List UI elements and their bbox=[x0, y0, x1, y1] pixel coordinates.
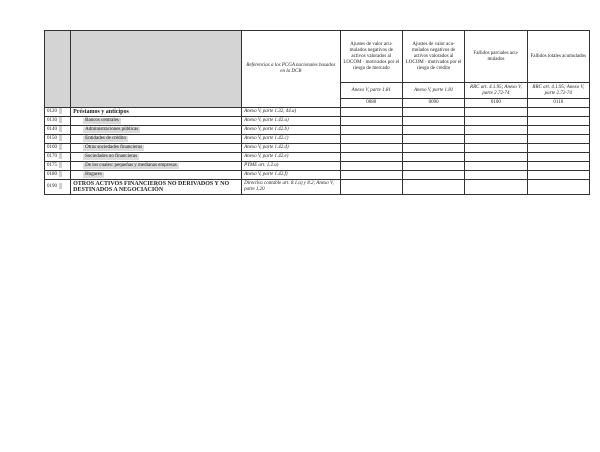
cell-0160-0110[interactable] bbox=[527, 144, 589, 153]
table-row bbox=[45, 144, 590, 153]
table-row bbox=[45, 135, 590, 144]
row-reference: Anexo V, parte 1.42.e) bbox=[242, 153, 341, 162]
row-label: De los cuales: pequeñas y medianas empresas bbox=[71, 162, 242, 171]
cell-0150-0090[interactable] bbox=[402, 135, 464, 144]
col-ref-0080: Anexo V, parte 1.81 bbox=[340, 83, 402, 99]
cell-0180-0110[interactable] bbox=[527, 171, 589, 180]
cell-0175-0100[interactable] bbox=[465, 162, 527, 171]
cell-0130-0090[interactable] bbox=[402, 117, 464, 126]
row-code: 0140 bbox=[45, 126, 71, 135]
row-code: 0175 bbox=[45, 162, 71, 171]
cell-0150-0080[interactable] bbox=[340, 135, 402, 144]
table-row bbox=[45, 180, 590, 195]
cell-0130-0110[interactable] bbox=[527, 117, 589, 126]
row-reference: Anexo V, parte 1.42.d) bbox=[242, 144, 341, 153]
cell-0175-0090[interactable] bbox=[402, 162, 464, 171]
row-label: Bancos centrales bbox=[71, 117, 242, 126]
row-code: 0120 bbox=[45, 108, 71, 117]
cell-0130-0080[interactable] bbox=[340, 117, 402, 126]
cell-0175-0080[interactable] bbox=[340, 162, 402, 171]
col-header-0090: Ajustes de valor acumulados negativos de activos valorados al LOCOM · motivados por el riesgo de crédito bbox=[402, 31, 464, 83]
col-ref-0100: RRC art. 4.1.95; Anexo V, parte 2.72-74 bbox=[465, 83, 527, 99]
cell-0140-0100[interactable] bbox=[465, 126, 527, 135]
row-reference: Anexo V, parte 1.42.b) bbox=[242, 126, 341, 135]
row-reference: Anexo V, parte 1.42.c) bbox=[242, 135, 341, 144]
col-code-0100: 0100 bbox=[465, 99, 527, 108]
row-code: 0130 bbox=[45, 117, 71, 126]
table-row bbox=[45, 153, 590, 162]
financial-report-table bbox=[44, 30, 590, 195]
row-label: Préstamos y anticipos bbox=[71, 108, 242, 117]
row-label: Sociedades no financieras bbox=[71, 153, 242, 162]
header-blank-code bbox=[45, 31, 71, 108]
col-header-0100: Fallidos parciales acumulados bbox=[465, 31, 527, 83]
cell-0150-0100[interactable] bbox=[465, 135, 527, 144]
row-code: 0150 bbox=[45, 135, 71, 144]
table-row bbox=[45, 108, 590, 117]
col-ref-0090: Anexo V, parte 1.81 bbox=[402, 83, 464, 99]
header-blank-label bbox=[71, 31, 242, 108]
cell-0175-0110[interactable] bbox=[527, 162, 589, 171]
table-row bbox=[45, 171, 590, 180]
row-code: 0180 bbox=[45, 171, 71, 180]
cell-0190-0080[interactable] bbox=[340, 180, 402, 195]
ref-column-header: Referencias a los PCGA nacionales basados en la DCB bbox=[242, 31, 341, 108]
col-code-0110: 0110 bbox=[527, 99, 589, 108]
cell-0170-0080[interactable] bbox=[340, 153, 402, 162]
cell-0180-0080[interactable] bbox=[340, 171, 402, 180]
cell-0190-0090[interactable] bbox=[402, 180, 464, 195]
cell-0150-0110[interactable] bbox=[527, 135, 589, 144]
cell-0120-0110[interactable] bbox=[527, 108, 589, 117]
table-row bbox=[45, 117, 590, 126]
row-reference: Anexo V, parte 1.32, 44.a) bbox=[242, 108, 341, 117]
cell-0190-0110[interactable] bbox=[527, 180, 589, 195]
col-code-0090: 0090 bbox=[402, 99, 464, 108]
row-label: Hogares bbox=[71, 171, 242, 180]
cell-0160-0090[interactable] bbox=[402, 144, 464, 153]
col-header-0110: Fallidos totales acumulados bbox=[527, 31, 589, 83]
cell-0180-0100[interactable] bbox=[465, 171, 527, 180]
cell-0140-0080[interactable] bbox=[340, 126, 402, 135]
cell-0140-0110[interactable] bbox=[527, 126, 589, 135]
cell-0130-0100[interactable] bbox=[465, 117, 527, 126]
row-reference: PYME art. 1.2.a) bbox=[242, 162, 341, 171]
row-label: Administraciones públicas bbox=[71, 126, 242, 135]
col-code-0080: 0080 bbox=[340, 99, 402, 108]
cell-0170-0100[interactable] bbox=[465, 153, 527, 162]
row-reference: Anexo V, parte 1.42.a) bbox=[242, 117, 341, 126]
cell-0190-0100[interactable] bbox=[465, 180, 527, 195]
cell-0160-0080[interactable] bbox=[340, 144, 402, 153]
row-reference: Directiva contable art. 8.1.a) y 8.2; Anexo V, parte 1.20 bbox=[242, 180, 341, 195]
row-code: 0160 bbox=[45, 144, 71, 153]
row-reference: Anexo V, parte 1.42.f) bbox=[242, 171, 341, 180]
cell-0120-0080[interactable] bbox=[340, 108, 402, 117]
cell-0120-0100[interactable] bbox=[465, 108, 527, 117]
table-row bbox=[45, 162, 590, 171]
col-header-0080: Ajustes de valor acumulados negativos de activos valorados al LOCOM · motivados por el riesgo de mercado bbox=[340, 31, 402, 83]
cell-0170-0090[interactable] bbox=[402, 153, 464, 162]
cell-0120-0090[interactable] bbox=[402, 108, 464, 117]
cell-0140-0090[interactable] bbox=[402, 126, 464, 135]
cell-0180-0090[interactable] bbox=[402, 171, 464, 180]
row-code: 0190 bbox=[45, 180, 71, 195]
table-row bbox=[45, 126, 590, 135]
row-code: 0170 bbox=[45, 153, 71, 162]
row-label: Entidades de crédito bbox=[71, 135, 242, 144]
cell-0170-0110[interactable] bbox=[527, 153, 589, 162]
col-ref-0110: RRC art. 4.1.95; Anexo V, parte 2.72-74 bbox=[527, 83, 589, 99]
row-label: OTROS ACTIVOS FINANCIEROS NO DERIVADOS Y NO DESTINADOS A NEGOCIACIÓN bbox=[71, 180, 242, 195]
row-label: Otras sociedades financieras bbox=[71, 144, 242, 153]
cell-0160-0100[interactable] bbox=[465, 144, 527, 153]
